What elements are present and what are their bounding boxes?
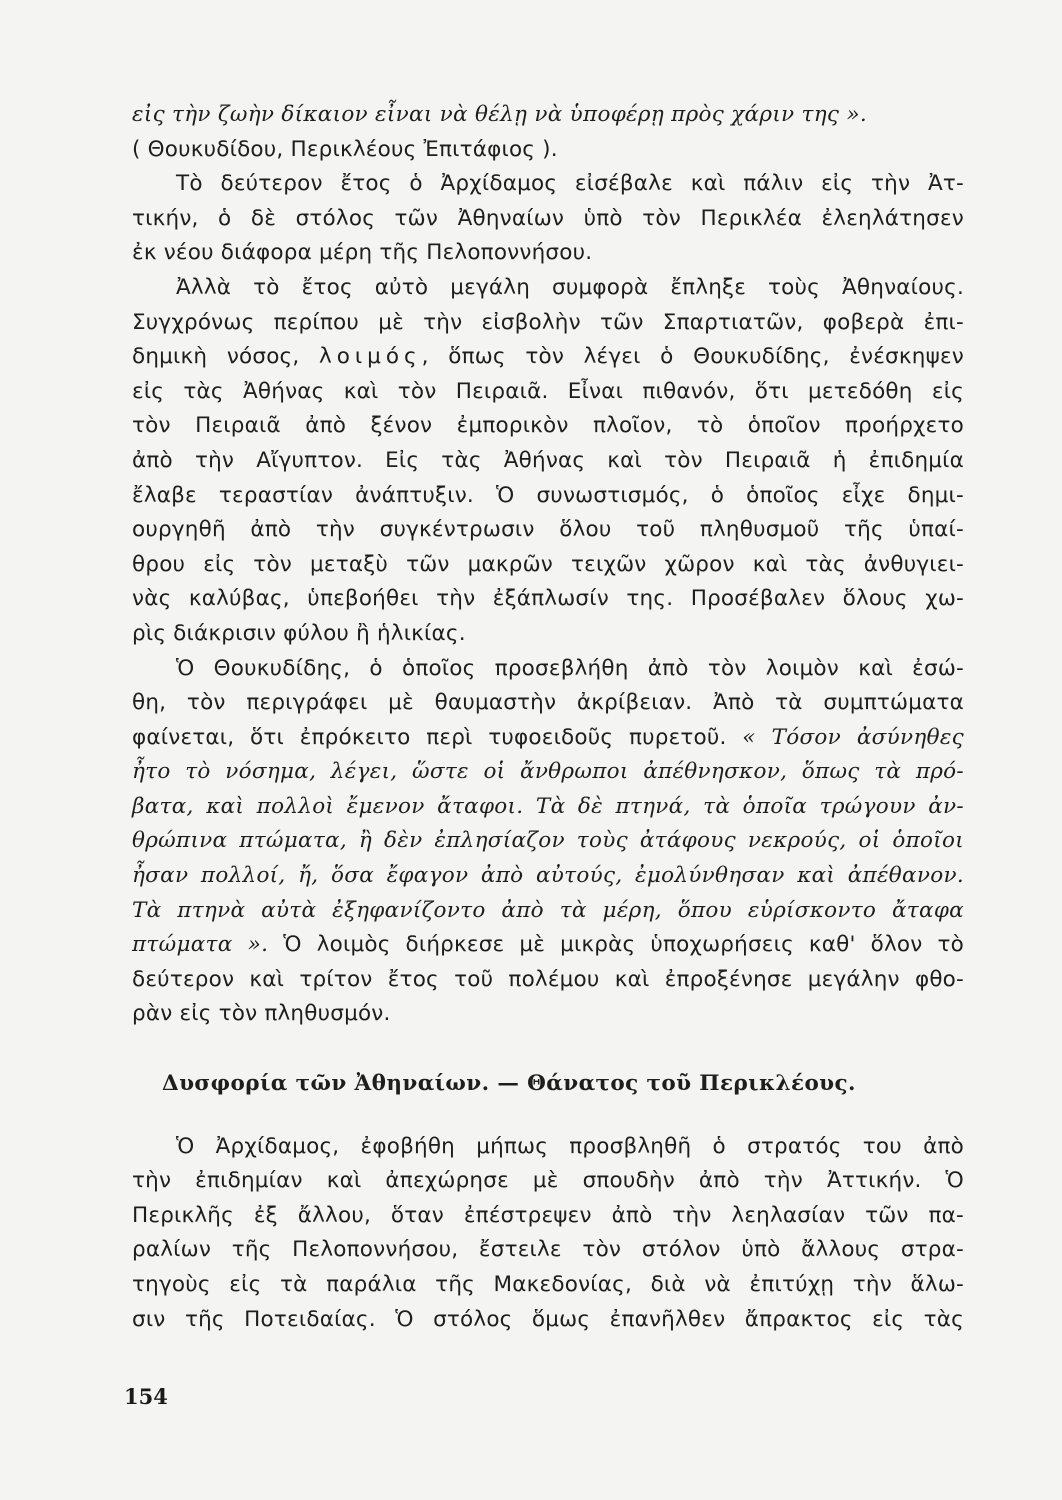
line-text: φαίνεται, ὅτι ἐπρόκειτο περὶ τυφοειδοῦς πυρετοῦ.: [132, 724, 743, 750]
section-heading: Δυσφορία τῶν Ἀθηναίων. — Θάνατος τοῦ Περικλέους.: [162, 1071, 856, 1097]
line-text: τὸν Πειραιᾶ ἀπὸ ξένον ἐμπορικὸν πλοῖον, τὸ ὁποῖον προήρχετο: [132, 413, 964, 439]
text-line: [132, 271, 964, 306]
line-text: Τὸ δεύτερον ἔτος ὁ Ἀρχίδαμος εἰσέβαλε καὶ πάλιν εἰς τὴν Ἀτ-: [176, 171, 964, 197]
line-text: Περικλῆς ἐξ ἄλλου, ὅταν ἐπέστρεψεν ἀπὸ τὴν λεηλασίαν τῶν πα-: [132, 1202, 964, 1228]
text-line: [132, 1268, 964, 1303]
text-line: [132, 755, 964, 790]
line-text: εἰς τὰς Ἀθήνας καὶ τὸν Πειραιᾶ. Εἶναι πιθανόν, ὅτι μετεδόθη εἰς: [132, 378, 964, 404]
emphasized-word: λοιμός: [319, 344, 422, 370]
line-text: θη, τὸν περιγράφει μὲ θαυμαστὴν ἀκρίβειαν. Ἀπὸ τὰ συμπτώματα: [132, 690, 964, 716]
text-line: [132, 1233, 964, 1268]
text-line: [132, 1303, 964, 1338]
text-line: [132, 236, 964, 271]
text-line: [132, 894, 964, 929]
line-text: Ὁ Θουκυδίδης, ὁ ὁποῖος προσεβλήθη ἀπὸ τὸν λοιμὸν καὶ ἐσώ-: [176, 655, 964, 681]
text-line: [132, 444, 964, 479]
line-text: σιν τῆς Ποτειδαίας. Ὁ στόλος ὅμως ἐπανῆλθεν ἄπρακτος εἰς τὰς: [132, 1306, 964, 1332]
line-text: ἐκ νέου διάφορα μέρη τῆς Πελοποννήσου.: [132, 240, 593, 266]
line-text: τηγοὺς εἰς τὰ παράλια τῆς Μακεδονίας, διὰ νὰ ἐπιτύχῃ τὴν ἅλω-: [132, 1272, 964, 1297]
quoted-text: ἦσαν πολλοί, ἤ, ὅσα ἔφαγον ἀπὸ αὐτούς, ἐμολύνθησαν καὶ ἀπέθανον.: [132, 863, 964, 889]
text-line: [132, 652, 964, 687]
text-line: [132, 1199, 964, 1234]
line-text: ρὶς διάκρισιν φύλου ἢ ἡλικίας.: [132, 620, 466, 646]
text-line: [132, 686, 964, 721]
text-line: [132, 997, 964, 1032]
line-text: Ἀλλὰ τὸ ἔτος αὐτὸ μεγάλη συμφορὰ ἔπληξε τοὺς Ἀθηναίους.: [176, 274, 964, 300]
text-line: [132, 98, 964, 133]
line-text: τικήν, ὁ δὲ στόλος τῶν Ἀθηναίων ὑπὸ τὸν Περικλέα ἐλεηλάτησεν: [132, 205, 964, 231]
text-line: [132, 306, 964, 341]
line-text: Ὁ λοιμὸς διήρκεσε μὲ μικρὰς ὑποχωρήσεις καθ' ὅλον τὸ: [268, 932, 964, 958]
text-line: [132, 479, 964, 514]
text-line: [132, 1164, 964, 1199]
line-text: ραλίων τῆς Πελοποννήσου, ἔστειλε τὸν στόλον ὑπὸ ἄλλους στρα-: [132, 1237, 964, 1263]
page-number: 154: [124, 1384, 168, 1409]
text-line: [132, 167, 964, 202]
quoted-text: « Τόσον ἀσύνηθες: [742, 724, 964, 750]
quoted-text: εἰς τὴν ζωὴν δίκαιον εἶναι νὰ θέλῃ νὰ ὑποφέρῃ πρὸς χάριν της ».: [132, 102, 867, 127]
line-text: ( Θουκυδίδου, Περικλέους Ἐπιτάφιος ).: [132, 136, 558, 162]
line-text: ρὰν εἰς τὸν πληθυσμόν.: [132, 1001, 391, 1027]
line-text: Συγχρόνως περίπου μὲ τὴν εἰσβολὴν τῶν Σπαρτιατῶν, φοβερὰ ἐπι-: [132, 309, 964, 335]
line-text: ἔλαβε τεραστίαν ἀνάπτυξιν. Ὁ συνωστισμός, ὁ ὁποῖος εἶχε δημι-: [132, 482, 964, 508]
line-text: θρου εἰς τὸν μεταξὺ τῶν μακρῶν τειχῶν χῶρον καὶ τὰς ἀνθυγιει-: [132, 551, 964, 577]
text-line: [132, 928, 964, 963]
line-text: νὰς καλύβας, ὑπεβοήθει τὴν ἐξάπλωσίν της. Προσέβαλεν ὅλους χω-: [132, 586, 964, 612]
line-text: δημικὴ νόσος,: [132, 344, 319, 370]
page-body: [132, 98, 964, 1337]
quoted-text: πτώματα ».: [132, 932, 269, 958]
text-line: [132, 375, 964, 410]
text-block-plague: [132, 98, 964, 1032]
text-line: [132, 340, 964, 375]
text-line: [132, 963, 964, 998]
quoted-text: θρώπινα πτώματα, ἢ δὲν ἐπλησίαζον τοὺς ἀτάφους νεκρούς, οἱ ὁποῖοι: [132, 828, 964, 854]
text-line: [132, 721, 964, 756]
text-line: [132, 409, 964, 444]
text-line: [132, 617, 964, 652]
text-line: [132, 133, 964, 168]
line-text: ουργηθῆ ἀπὸ τὴν συγκέντρωσιν ὅλου τοῦ πληθυσμοῦ τῆς ὑπαί-: [132, 517, 964, 543]
quoted-text: βατα, καὶ πολλοὶ ἔμενον ἄταφοι. Τὰ δὲ πτηνά, τὰ ὁποῖα τρώγουν ἀν-: [132, 793, 964, 819]
text-line: [132, 1130, 964, 1165]
text-line: [132, 582, 964, 617]
quoted-text: ἦτο τὸ νόσημα, λέγει, ὥστε οἱ ἄνθρωποι ἀπέθνησκον, ὅπως τὰ πρό-: [132, 759, 964, 785]
line-text: ἀπὸ τὴν Αἴγυπτον. Εἰς τὰς Ἀθήνας καὶ τὸν Πειραιᾶ ἡ ἐπιδημία: [132, 447, 964, 473]
text-block-archidamus: [132, 1130, 964, 1338]
line-text: Ὁ Ἀρχίδαμος, ἐφοβήθη μήπως προσβληθῆ ὁ στρατός του ἀπὸ: [176, 1133, 964, 1159]
quoted-text: Τὰ πτηνὰ αὐτὰ ἐξηφανίζοντο ἀπὸ τὰ μέρη, ὅπου εὑρίσκοντο ἄταφα: [132, 897, 964, 923]
text-line: [132, 202, 964, 237]
text-line: [132, 790, 964, 825]
line-text: , ὅπως τὸν λέγει ὁ Θουκυδίδης, ἐνέσκηψεν: [421, 344, 964, 370]
text-line: [132, 824, 964, 859]
text-line: [132, 548, 964, 583]
line-text: δεύτερον καὶ τρίτον ἔτος τοῦ πολέμου καὶ ἐπροξένησε μεγάλην φθο-: [132, 966, 964, 992]
line-text: τὴν ἐπιδημίαν καὶ ἀπεχώρησε μὲ σπουδὴν ἀπὸ τὴν Ἀττικήν. Ὁ: [132, 1168, 964, 1194]
text-line: [132, 513, 964, 548]
text-line: [132, 859, 964, 894]
